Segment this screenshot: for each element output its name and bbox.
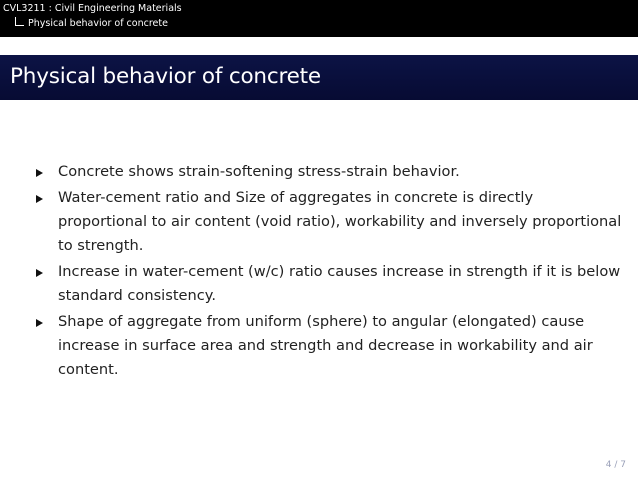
bullet-triangle-icon	[36, 169, 43, 177]
list-item	[36, 310, 626, 382]
breadcrumb	[0, 17, 638, 31]
title-bar	[0, 55, 638, 100]
slide-title: Physical behavior of concrete	[10, 64, 321, 89]
page-number: 4 / 7	[605, 460, 626, 470]
list-item	[36, 260, 626, 308]
bullet-list	[36, 160, 626, 384]
bullet-text: Concrete shows strain-softening stress-strain behavior.	[58, 163, 460, 180]
course-title[interactable]: CVL3211 : Civil Engineering Materials	[3, 3, 182, 14]
bullet-triangle-icon	[36, 195, 43, 203]
section-link[interactable]: Physical behavior of concrete	[28, 18, 168, 29]
tree-branch-icon	[15, 17, 24, 26]
bullet-text: Shape of aggregate from uniform (sphere) to angular (elongated) cause increase in surface area and strength and decrease in workability and air content.	[58, 313, 593, 378]
bullet-triangle-icon	[36, 269, 43, 277]
bullet-text: Increase in water-cement (w/c) ratio causes increase in strength if it is below standard consistency.	[58, 263, 621, 304]
list-item	[36, 186, 626, 258]
bullet-triangle-icon	[36, 319, 43, 327]
header-bar	[0, 0, 638, 37]
bullet-text: Water-cement ratio and Size of aggregates in concrete is directly proportional to air content (void ratio), workability and inversely proportional to strength.	[58, 189, 622, 254]
list-item	[36, 160, 626, 184]
